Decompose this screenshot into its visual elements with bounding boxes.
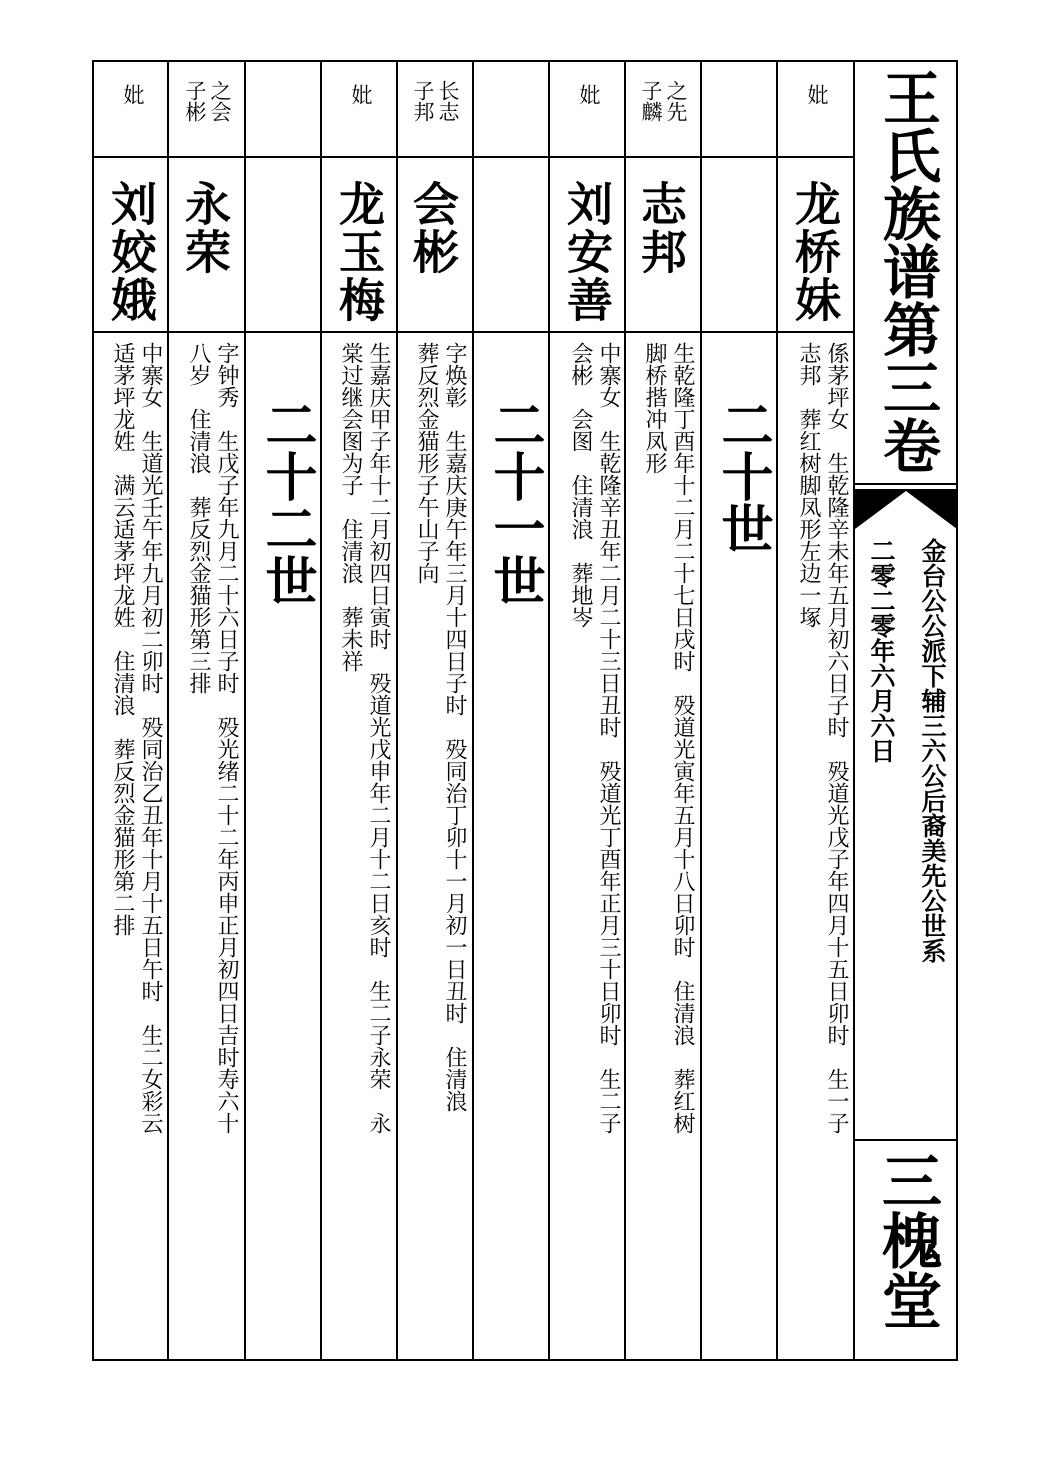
person-record: 字钟秀 生戊子年九月二十六日子时 殁光绪二十二年丙申正月初四日吉时寿六十 八岁 住清浪 葬反烈金猫形第三排: [186, 342, 239, 1134]
person-name: 刘安善: [560, 180, 614, 324]
header-divider: [853, 60, 855, 1360]
person-name: 刘姣娥: [104, 180, 158, 324]
book-title: 王氏族谱第三卷: [873, 68, 941, 474]
column-divider: [624, 60, 626, 1360]
person-record: 生嘉庆甲子年十二月初四日寅时 殁道光戊申年二月十二日亥时 生二子永荣 永 棠过继会图为子 住清浪 葬未祥: [338, 342, 391, 1134]
person-record: 字焕彰 生嘉庆庚午年三月十四日子时 殁同治丁卯十一月初一日丑时 住清浪 葬反烈金猫形子午山子向: [414, 342, 467, 1112]
column-divider: [320, 60, 322, 1360]
frame-left: [92, 60, 94, 1361]
relation-label: 妣: [349, 84, 373, 105]
column-divider: [244, 60, 246, 1360]
person-record: 中寨女 生道光壬午年九月初二卯时 殁同治乙丑年十月十五日午时 生二女彩云 适茅坪龙姓 满云适茅坪龙姓 住清浪 葬反烈金猫形第二排: [110, 342, 163, 1134]
person-name: 龙桥妹: [788, 180, 842, 324]
person-name: 龙玉梅: [332, 180, 386, 324]
person-name: 永荣: [178, 180, 232, 276]
person-name: 志邦: [634, 180, 688, 276]
row-divider-top: [92, 156, 854, 158]
column-divider: [472, 60, 474, 1360]
publication-date: 二零二零年六月六日: [867, 538, 896, 763]
column-divider: [700, 60, 702, 1360]
relation-label: 之会 子彬: [183, 80, 232, 122]
generation-label: 二十一世: [484, 398, 545, 606]
header-rule: [855, 1139, 957, 1141]
frame-top: [92, 60, 958, 62]
hall-name: 三槐堂: [872, 1150, 942, 1330]
column-divider: [167, 60, 169, 1360]
frame-right: [956, 60, 958, 1361]
generation-label: 二十二世: [256, 398, 317, 606]
person-record: 中寨女 生乾隆辛丑年二月二十三日丑时 殁道光丁酉年正月三十日卯时 生二子 会彬 会图 住清浪 葬地岑: [568, 342, 621, 1134]
row-divider-bottom: [92, 331, 854, 333]
branch-subtitle: 金台公公派下辅三六公后裔美先公世系: [918, 538, 947, 963]
column-divider: [548, 60, 550, 1360]
relation-label: 长志 子邦: [411, 80, 460, 122]
person-record: 生乾隆丁酉年十二月二十七日戌时 殁道光寅年五月十八日卯时 住清浪 葬红树 脚桥揩冲凤形: [642, 342, 695, 1134]
column-divider: [396, 60, 398, 1360]
person-name: 会彬: [406, 180, 460, 276]
title-banner-notch: [855, 491, 957, 531]
relation-label: 妣: [121, 84, 145, 105]
generation-label: 二十世: [712, 398, 773, 554]
relation-label: 之先 子麟: [639, 80, 688, 122]
header-rule: [855, 483, 957, 485]
relation-label: 妣: [805, 84, 829, 105]
column-divider: [776, 60, 778, 1360]
person-record: 係茅坪女 生乾隆辛未年五月初六日子时 殁道光戊子年四月十五日卯时 生一子 志邦 葬红树脚凤形左边一塚: [796, 342, 849, 1134]
relation-label: 妣: [577, 84, 601, 105]
